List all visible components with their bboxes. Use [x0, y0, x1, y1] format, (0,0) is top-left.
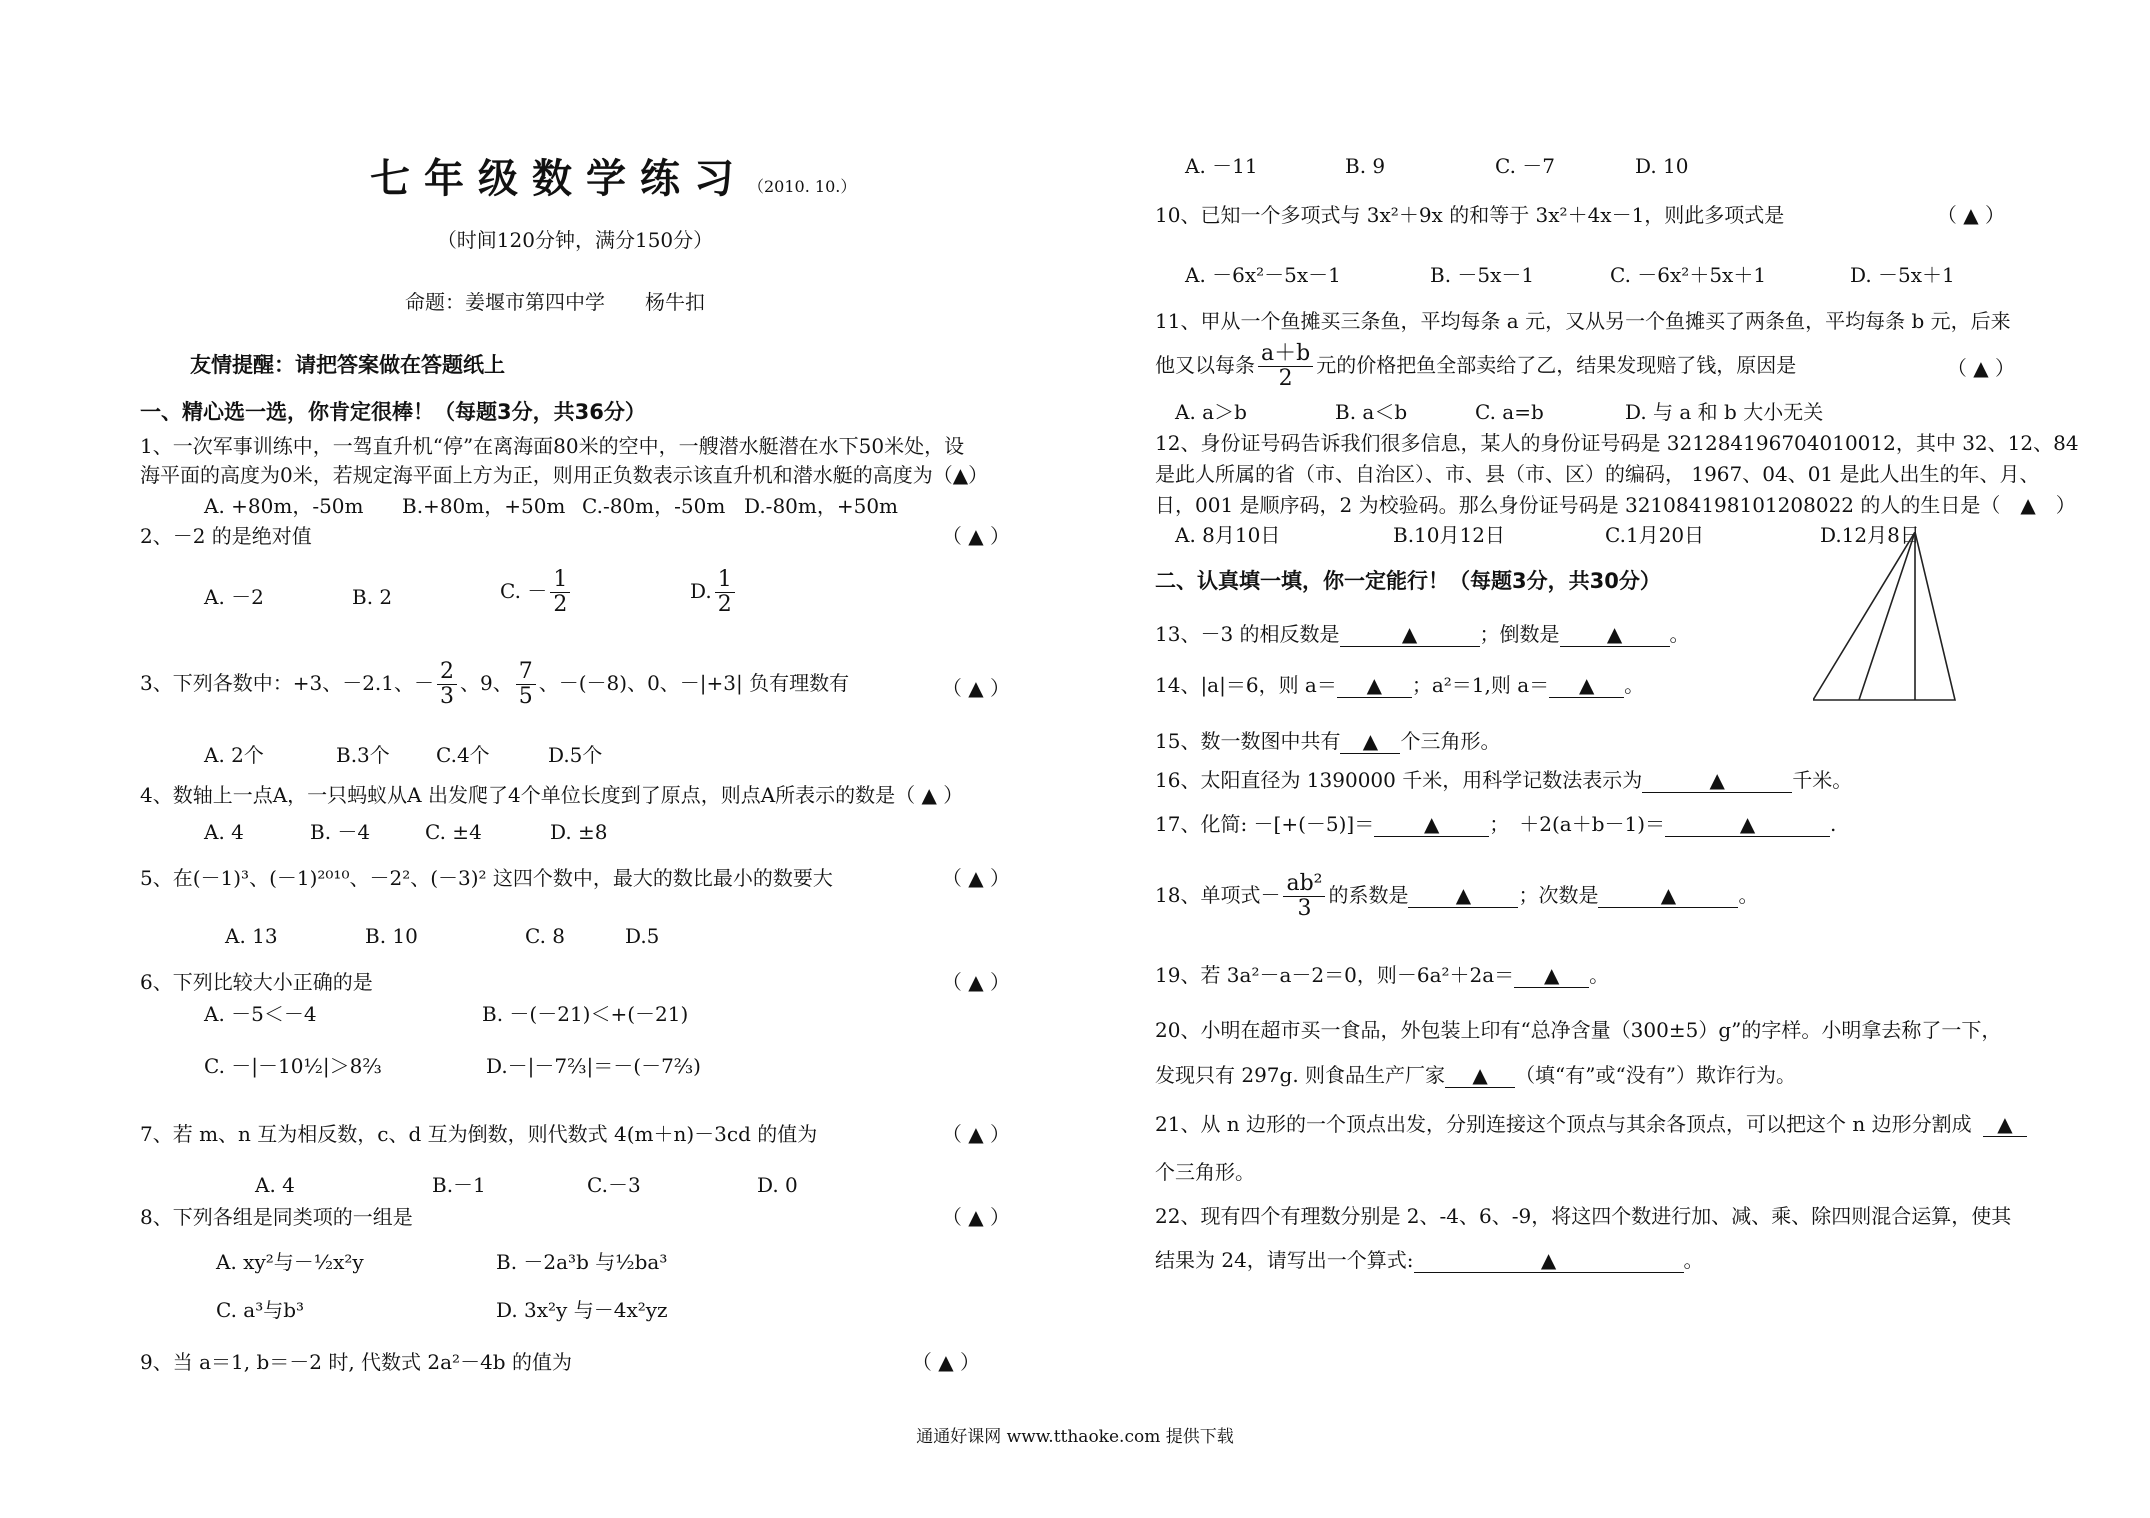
q2-option-b: B. 2: [352, 585, 393, 609]
q12-line1: 12、身份证号码告诉我们很多信息，某人的身份证号码是 321284196704010012，其中 32、12、84: [1155, 431, 2079, 455]
q22-line1: 22、现有四个有理数分别是 2、-4、6、-9，将这四个数进行加、减、乘、除四则混合运算，使其: [1155, 1204, 2012, 1228]
q9-option-b: B. 9: [1345, 154, 1386, 178]
q6-option-d: D.－|－7⅔|＝－(－7⅔): [486, 1054, 701, 1078]
q10-stem: 10、已知一个多项式与 3x²＋9x 的和等于 3x²＋4x－1，则此多项式是: [1155, 203, 1785, 227]
q7-answer-mark: （ ▲ ）: [941, 1122, 1010, 1146]
reminder: 友情提醒：请把答案做在答题纸上: [190, 353, 505, 377]
q7-option-b: B.－1: [432, 1173, 486, 1197]
q9-stem: 9、当 a＝1, b＝－2 时, 代数式 2a²－4b 的值为: [140, 1350, 572, 1374]
q1-option-b: B.+80m，+50m: [402, 494, 566, 518]
q10-option-b: B. －5x－1: [1430, 263, 1535, 287]
q6-option-b: B. －(－21)＜+(－21): [482, 1002, 689, 1026]
right-column: [1155, 0, 2079, 1440]
q5-stem: 5、在(－1)³、(－1)²⁰¹⁰、－2²、(－3)² 这四个数中，最大的数比最小的数要大: [140, 866, 833, 890]
q1-option-a: A. +80m，-50m: [204, 494, 364, 518]
q11-option-b: B. a＜b: [1335, 400, 1408, 424]
q10-option-a: A. －6x²－5x－1: [1185, 263, 1341, 287]
q1-option-c: C.-80m，-50m: [582, 494, 726, 518]
exam-date: （2010. 10.）: [748, 177, 857, 196]
exam-subtitle: （时间120分钟，满分150分）: [436, 228, 714, 252]
q5-option-b: B. 10: [365, 924, 418, 948]
section2-heading: 二、认真填一填，你一定能行！（每题3分，共30分）: [1155, 569, 1661, 593]
q13: 13、－3 的相反数是 ▲ ；倒数是 ▲ 。: [1155, 622, 1690, 646]
q5-answer-mark: （ ▲ ）: [941, 866, 1010, 890]
q10-answer-mark: （ ▲ ）: [1936, 203, 2005, 227]
q1-line1: 1、一次军事训练中，一驾直升机“停”在离海面80米的空中，一艘潜水艇潜在水下50米处，设: [140, 434, 965, 458]
q17-blank-2[interactable]: ▲: [1665, 812, 1830, 837]
q8-option-c: C. a³与b³: [216, 1298, 305, 1322]
q12-line2: 是此人所属的省（市、自治区）、市、县（市、区）的编码， 1967、04、01 是此人出生的年、月、: [1155, 462, 2040, 486]
q17: 17、化简: －[+(－5)]＝ ▲ ； ＋2(a＋b－1)＝ ▲ .: [1155, 812, 1837, 836]
q20-blank[interactable]: ▲: [1445, 1063, 1515, 1088]
q14-blank-2[interactable]: ▲: [1549, 673, 1624, 698]
q9-option-c: C. －7: [1495, 154, 1556, 178]
q7-option-a: A. 4: [255, 1173, 295, 1197]
q20-line2: 发现只有 297g. 则食品生产厂家 ▲ （填“有”或“没有”）欺诈行为。: [1155, 1063, 1796, 1087]
q12-option-d: D.12月8日: [1820, 523, 1920, 547]
q6-stem: 6、下列比较大小正确的是: [140, 970, 373, 994]
q3-answer-mark: （ ▲ ）: [941, 676, 1010, 700]
q1-line2: 海平面的高度为0米，若规定海平面上方为正，则用正负数表示该直升机和潜水艇的高度为（▲）: [140, 463, 989, 487]
q19-blank[interactable]: ▲: [1514, 963, 1589, 988]
q10-option-d: D. －5x＋1: [1850, 263, 1955, 287]
q1-option-d: D.-80m，+50m: [744, 494, 899, 518]
q11-option-a: A. a＞b: [1175, 400, 1247, 424]
q22-blank[interactable]: ▲: [1414, 1248, 1684, 1273]
q8-option-a: A. xy²与－½x²y: [216, 1250, 364, 1274]
q3-stem: 3、下列各数中：+3、－2.1、－ $\frac{2}{3}$ 、9、 $\frac{7}{5}$ 、－(－8)、0、－|+3| 负有理数有: [140, 659, 850, 710]
q22-line2: 结果为 24，请写出一个算式: ▲ 。: [1155, 1248, 1704, 1272]
q4-stem: 4、数轴上一点A，一只蚂蚁从A 出发爬了4个单位长度到了原点，则点A所表示的数是（ ▲ ）: [140, 783, 964, 807]
q18-blank-1[interactable]: ▲: [1408, 883, 1518, 908]
q16-blank[interactable]: ▲: [1642, 768, 1792, 793]
q18: 18、单项式－ $\frac{\text{ab²}}{3}$ 的系数是 ▲ ；次数是 ▲ 。: [1155, 871, 1759, 922]
q5-option-c: C. 8: [525, 924, 566, 948]
q7-stem: 7、若 m、n 互为相反数，c、d 互为倒数，则代数式 4(m＋n)－3cd 的值为: [140, 1122, 818, 1146]
q13-blank-1[interactable]: ▲: [1340, 622, 1480, 647]
q11-option-d: D. 与 a 和 b 大小无关: [1625, 400, 1824, 424]
exam-author: 命题：姜堰市第四中学 杨牛扣: [405, 290, 705, 314]
footer: 通通好课网 www.tthaoke.com 提供下载: [916, 1427, 1234, 1447]
q2-option-a: A. －2: [204, 585, 264, 609]
q3-option-c: C.4个: [436, 743, 490, 767]
q11-answer-mark: （ ▲ ）: [1946, 356, 2015, 380]
q18-blank-2[interactable]: ▲: [1598, 883, 1738, 908]
q14-blank-1[interactable]: ▲: [1337, 673, 1412, 698]
q21-line1: 21、从 n 边形的一个顶点出发，分别连接这个顶点与其余各顶点，可以把这个 n 边形分割成: [1155, 1112, 1972, 1136]
q6-option-c: C. －|－10½|＞8⅔: [204, 1054, 382, 1078]
q4-option-d: D. ±8: [550, 820, 608, 844]
q21-line2: 个三角形。: [1155, 1160, 1255, 1184]
q20-line1: 20、小明在超市买一食品，外包装上印有“总净含量（300±5）g”的字样。小明拿去称了一下，: [1155, 1018, 2002, 1042]
q17-blank-1[interactable]: ▲: [1374, 812, 1489, 837]
left-column: [140, 0, 1010, 1440]
q4-option-b: B. －4: [310, 820, 371, 844]
q12-line3: 日，001 是顺序码，2 为校验码。那么身份证号码是 321084198101208022 的人的生日是（ ▲ ）: [1155, 493, 2076, 517]
q15: 15、数一数图中共有 ▲ 个三角形。: [1155, 729, 1501, 753]
q2-option-d: D. $\frac{1}{2}$: [690, 568, 738, 617]
q12-option-b: B.10月12日: [1393, 523, 1505, 547]
section1-heading: 一、精心选一选，你肯定很棒！（每题3分，共36分）: [140, 400, 646, 424]
q9-option-d: D. 10: [1635, 154, 1689, 178]
q9-answer-mark: （ ▲ ）: [911, 1350, 980, 1374]
q19: 19、若 3a²－a－2＝0，则－6a²＋2a＝ ▲ 。: [1155, 963, 1610, 987]
q3-option-a: A. 2个: [204, 743, 264, 767]
q3-option-b: B.3个: [336, 743, 390, 767]
q4-option-c: C. ±4: [425, 820, 482, 844]
q6-answer-mark: （ ▲ ）: [941, 970, 1010, 994]
q3-option-d: D.5个: [548, 743, 603, 767]
q8-stem: 8、下列各组是同类项的一组是: [140, 1205, 413, 1229]
q12-option-c: C.1月20日: [1605, 523, 1705, 547]
q7-option-d: D. 0: [757, 1173, 798, 1197]
triangle-figure: [1813, 532, 1958, 702]
q16: 16、太阳直径为 1390000 千米，用科学记数法表示为 ▲ 千米。: [1155, 768, 1853, 792]
exam-title: 七年级数学练习（2010. 10.）: [370, 155, 857, 202]
q13-blank-2[interactable]: ▲: [1560, 622, 1670, 647]
q7-option-c: C.－3: [587, 1173, 641, 1197]
q5-option-d: D.5: [625, 924, 660, 948]
q10-option-c: C. －6x²＋5x＋1: [1610, 263, 1767, 287]
q8-option-d: D. 3x²y 与－4x²yz: [496, 1298, 668, 1322]
q11-option-c: C. a=b: [1475, 400, 1544, 424]
q11-line1: 11、甲从一个鱼摊买三条鱼，平均每条 a 元，又从另一个鱼摊买了两条鱼，平均每条 b 元，后来: [1155, 309, 2011, 333]
q8-answer-mark: （ ▲ ）: [941, 1205, 1010, 1229]
q6-option-a: A. －5＜－4: [204, 1002, 317, 1026]
q4-option-a: A. 4: [204, 820, 244, 844]
q11-line2: 他又以每条 $\frac{a+b}{2}$ 元的价格把鱼全部卖给了乙，结果发现赔了钱，原因是: [1155, 341, 1797, 392]
q15-blank[interactable]: ▲: [1340, 729, 1400, 754]
q14: 14、|a|＝6，则 a＝ ▲ ；a²＝1,则 a＝ ▲ 。: [1155, 673, 1645, 697]
q2-answer-mark: （ ▲ ）: [941, 524, 1010, 548]
q12-option-a: A. 8月10日: [1175, 523, 1281, 547]
q8-option-b: B. －2a³b 与½ba³: [496, 1250, 668, 1274]
q5-option-a: A. 13: [225, 924, 278, 948]
q21-blank[interactable]: ▲: [1983, 1112, 2027, 1137]
q9-option-a: A. －11: [1185, 154, 1258, 178]
q2-option-c: C. － $\frac{1}{2}$: [500, 568, 573, 617]
q2-stem: 2、－2 的是绝对值: [140, 524, 312, 548]
